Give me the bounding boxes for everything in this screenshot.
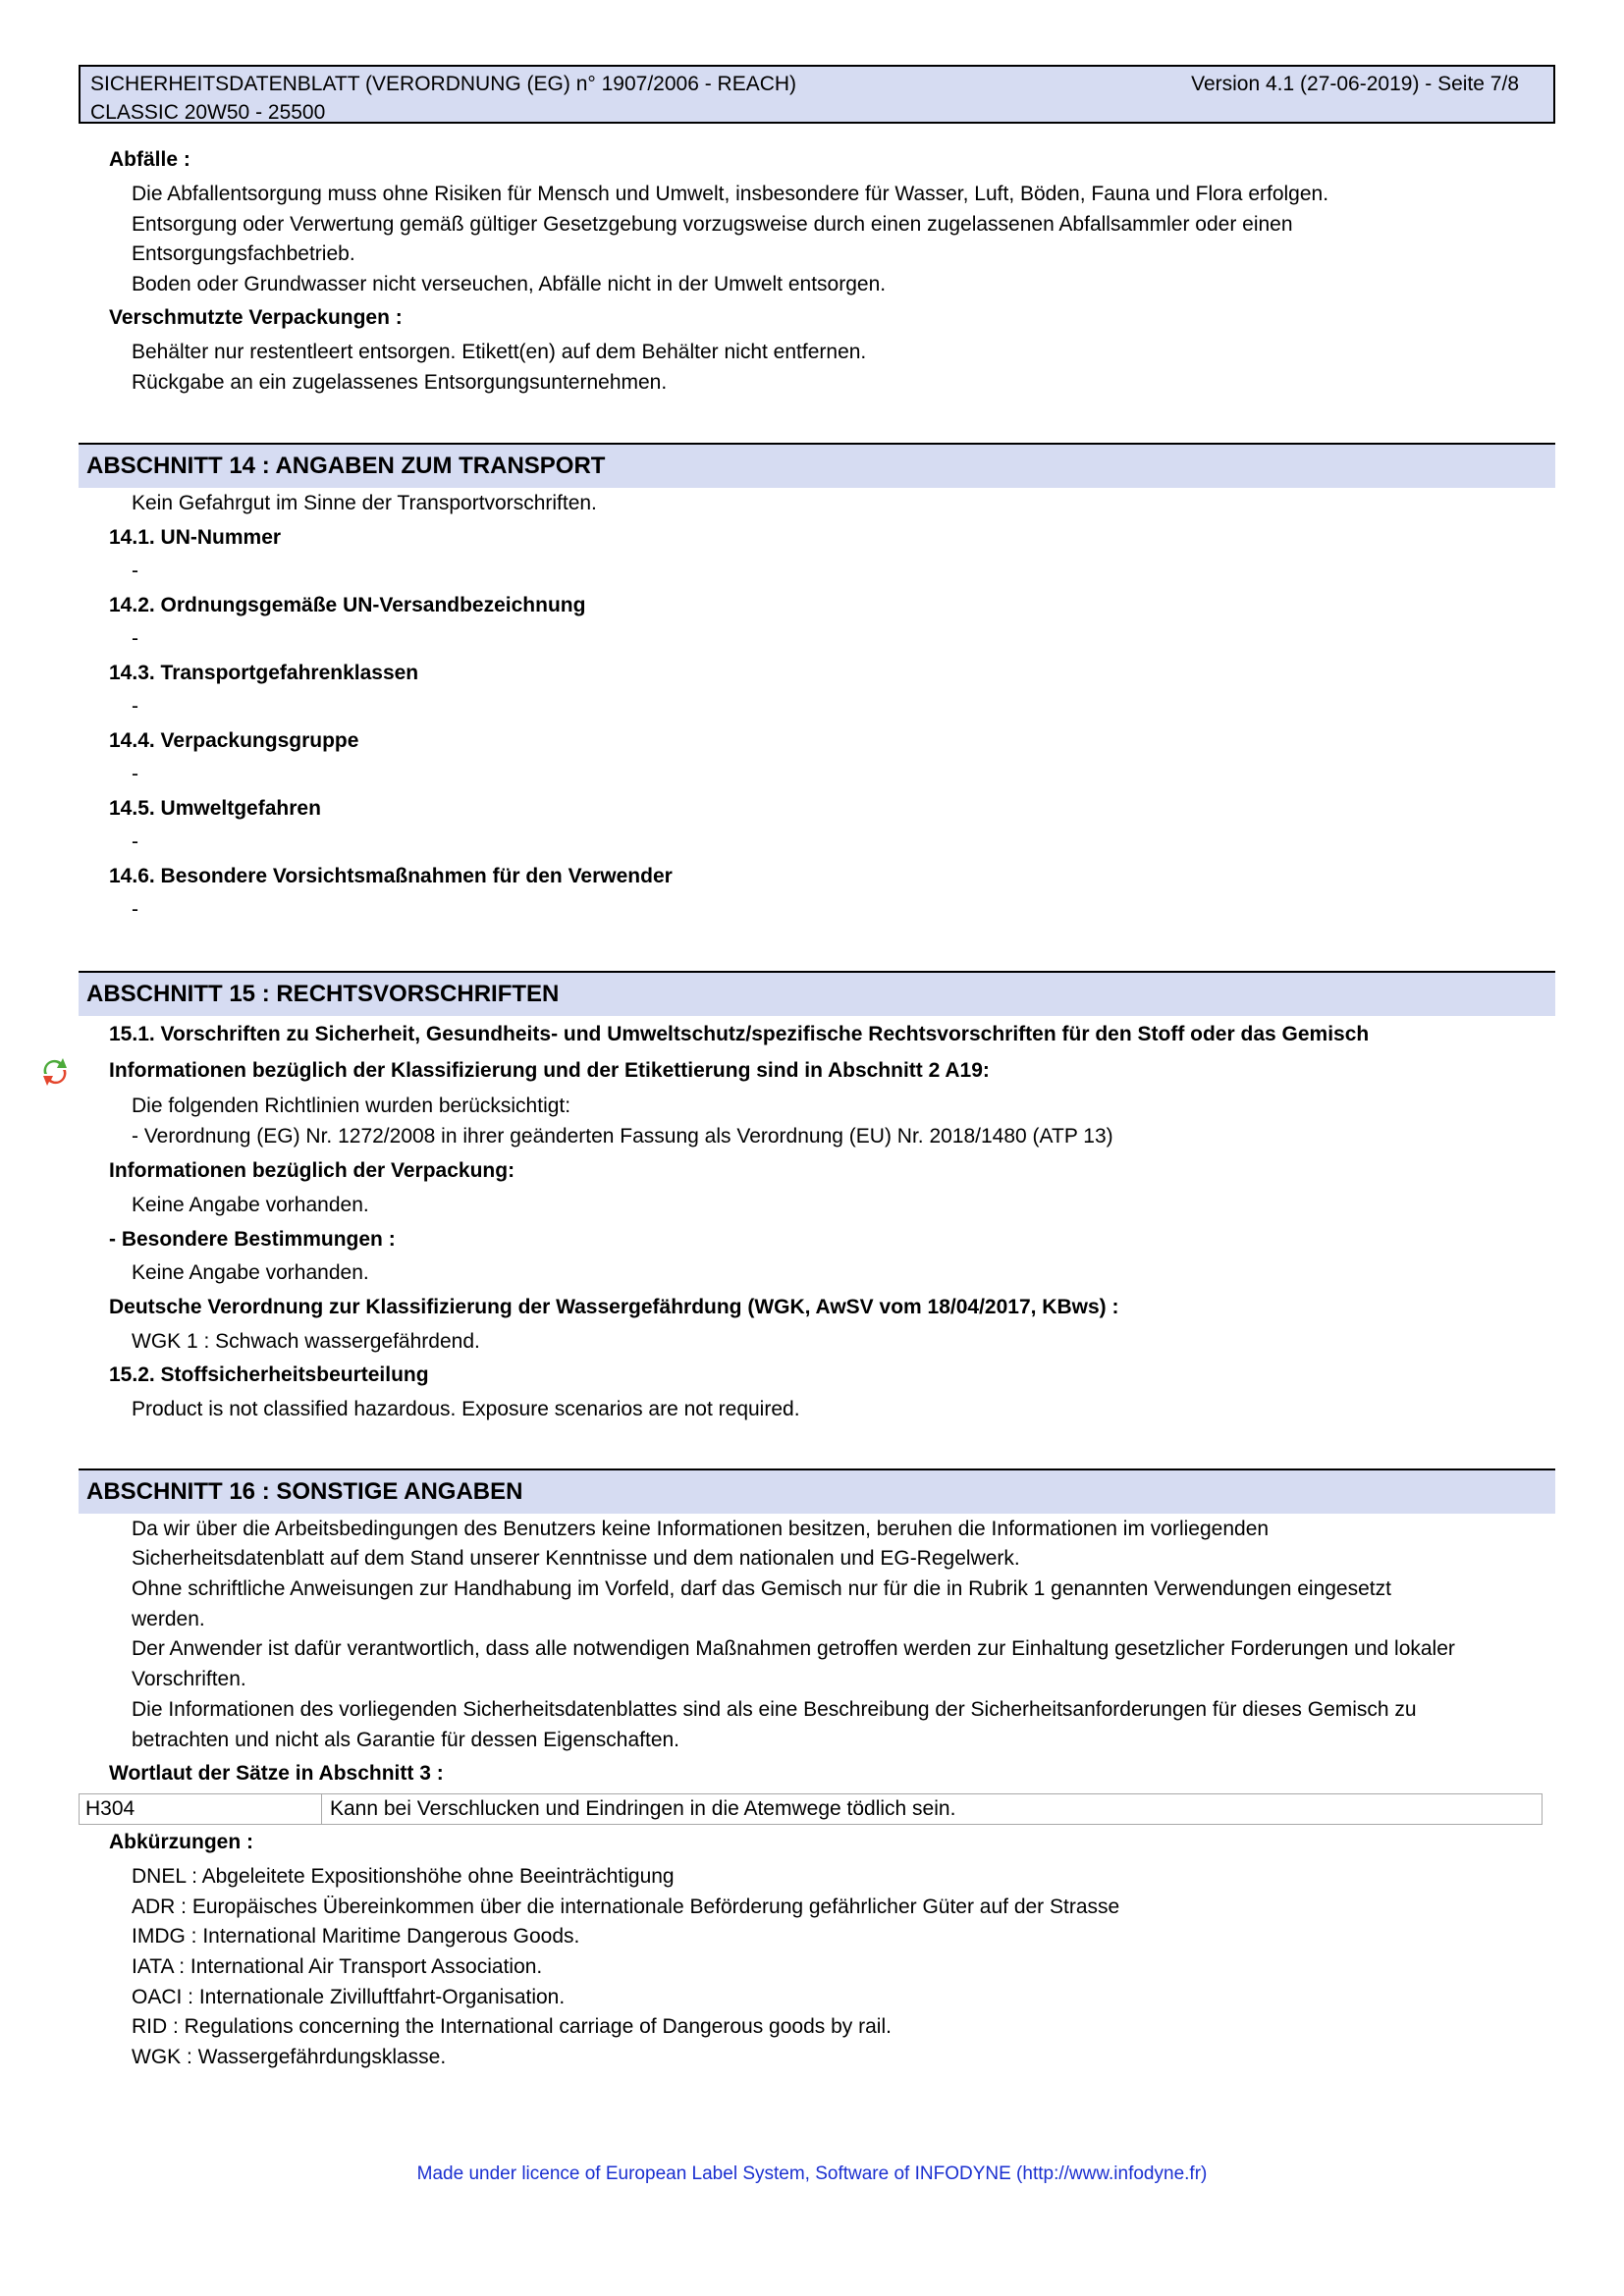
packaging-heading: Verschmutzte Verpackungen : [109, 306, 403, 329]
version-page: Version 4.1 (27-06-2019) - Seite 7/8 [1191, 73, 1519, 95]
other-info-line: betrachten und nicht als Garantie für dessen Eigenschaften. [132, 1729, 680, 1751]
section-14-title: ABSCHNITT 14 : ANGABEN ZUM TRANSPORT [79, 443, 1555, 488]
other-info-line: Der Anwender ist dafür verantwortlich, dass alle notwendigen Maßnahmen getroffen werden zur Einhaltung gesetzlicher Forderungen und lokaler [132, 1637, 1455, 1660]
transport-item-heading: 14.5. Umweltgefahren [109, 797, 321, 820]
transport-item-value: - [132, 898, 138, 921]
document-title: SICHERHEITSDATENBLATT (VERORDNUNG (EG) n° 1907/2006 - REACH) [90, 73, 797, 95]
waste-line: Entsorgungsfachbetrieb. [132, 242, 355, 265]
abbreviation-item: DNEL : Abgeleitete Expositionshöhe ohne Beeinträchtigung [132, 1865, 675, 1888]
transport-item-value: - [132, 763, 138, 785]
special-provisions-heading: - Besondere Bestimmungen : [109, 1228, 396, 1251]
regulation-subheading: 15.1. Vorschriften zu Sicherheit, Gesundheits- und Umweltschutz/spezifische Rechtsvorschriften für den Stoff oder das Gemisch [109, 1023, 1370, 1045]
classification-line: - Verordnung (EG) Nr. 1272/2008 in ihrer geänderten Fassung als Verordnung (EU) Nr. 2018/1480 (ATP 13) [132, 1125, 1113, 1148]
other-info-line: Sicherheitsdatenblatt auf dem Stand unserer Kenntnisse und dem nationalen und EG-Regelwerk. [132, 1547, 1020, 1570]
abbreviation-item: OACI : Internationale Zivilluftfahrt-Organisation. [132, 1986, 566, 2008]
abbreviation-item: IMDG : International Maritime Dangerous Goods. [132, 1925, 580, 1948]
waste-line: Die Abfallentsorgung muss ohne Risiken für Mensch und Umwelt, insbesondere für Wasser, Luft, Böden, Fauna und Flora erfolgen. [132, 183, 1329, 205]
other-info-line: Da wir über die Arbeitsbedingungen des Benutzers keine Informationen besitzen, beruhen die Informationen im vorliegenden [132, 1518, 1270, 1540]
phrases-heading: Wortlaut der Sätze in Abschnitt 3 : [109, 1762, 444, 1785]
product-name: CLASSIC 20W50 - 25500 [90, 101, 326, 124]
refresh-icon [37, 1054, 73, 1090]
abbreviation-item: WGK : Wassergefährdungsklasse. [132, 2046, 447, 2068]
abbreviation-item: RID : Regulations concerning the International carriage of Dangerous goods by rail. [132, 2015, 892, 2038]
transport-item-heading: 14.3. Transportgefahrenklassen [109, 662, 419, 684]
classification-heading: Informationen bezüglich der Klassifizierung und der Etikettierung sind in Abschnitt 2 A19: [109, 1059, 990, 1082]
transport-intro: Kein Gefahrgut im Sinne der Transportvorschriften. [132, 492, 597, 514]
waste-line: Boden oder Grundwasser nicht verseuchen, Abfälle nicht in der Umwelt entsorgen. [132, 273, 887, 295]
other-info-line: Die Informationen des vorliegenden Sicherheitsdatenblattes sind als eine Beschreibung der Sicherheitsanforderungen für dieses Gemisch zu [132, 1698, 1417, 1721]
abbreviation-item: ADR : Europäisches Übereinkommen über die internationale Beförderung gefährlicher Güter auf der Strasse [132, 1896, 1120, 1918]
section-16-title: ABSCHNITT 16 : SONSTIGE ANGABEN [79, 1468, 1555, 1514]
transport-item-value: - [132, 627, 138, 650]
classification-line: Die folgenden Richtlinien wurden berücksichtigt: [132, 1095, 571, 1117]
transport-item-heading: 14.4. Verpackungsgruppe [109, 729, 359, 752]
other-info-line: werden. [132, 1608, 205, 1630]
transport-item-value: - [132, 560, 138, 582]
hazard-phrase-row [79, 1793, 1543, 1825]
special-provisions-value: Keine Angabe vorhanden. [132, 1261, 369, 1284]
abbreviation-item: IATA : International Air Transport Association. [132, 1955, 543, 1978]
waste-heading: Abfälle : [109, 148, 190, 171]
document-header [79, 65, 1555, 124]
wgk-value: WGK 1 : Schwach wassergefährdend. [132, 1330, 480, 1353]
other-info-line: Ohne schriftliche Anweisungen zur Handhabung im Vorfeld, darf das Gemisch nur für die in Rubrik 1 genannten Verwendungen eingesetzt [132, 1577, 1391, 1600]
wgk-heading: Deutsche Verordnung zur Klassifizierung der Wassergefährdung (WGK, AwSV vom 18/04/2017, KBws) : [109, 1296, 1119, 1318]
packaging-info-heading: Informationen bezüglich der Verpackung: [109, 1159, 515, 1182]
transport-item-value: - [132, 830, 138, 853]
transport-item-heading: 14.6. Besondere Vorsichtsmaßnahmen für den Verwender [109, 865, 673, 887]
abbreviations-heading: Abkürzungen : [109, 1831, 253, 1853]
footer-licence: Made under licence of European Label System, Software of INFODYNE (http://www.infodyne.fr) [416, 2163, 1208, 2184]
hazard-code: H304 [80, 1794, 322, 1824]
transport-item-value: - [132, 695, 138, 718]
packaging-line: Rückgabe an ein zugelassenes Entsorgungsunternehmen. [132, 371, 668, 394]
section-15-title: ABSCHNITT 15 : RECHTSVORSCHRIFTEN [79, 971, 1555, 1016]
packaging-info-value: Keine Angabe vorhanden. [132, 1194, 369, 1216]
safety-assessment-heading: 15.2. Stoffsicherheitsbeurteilung [109, 1363, 429, 1386]
hazard-text: Kann bei Verschlucken und Eindringen in die Atemwege tödlich sein. [330, 1797, 956, 1820]
safety-assessment-value: Product is not classified hazardous. Exposure scenarios are not required. [132, 1398, 800, 1420]
other-info-line: Vorschriften. [132, 1668, 246, 1690]
transport-item-heading: 14.1. UN-Nummer [109, 526, 282, 549]
packaging-line: Behälter nur restentleert entsorgen. Etikett(en) auf dem Behälter nicht entfernen. [132, 341, 867, 363]
transport-item-heading: 14.2. Ordnungsgemäße UN-Versandbezeichnung [109, 594, 586, 616]
waste-line: Entsorgung oder Verwertung gemäß gültiger Gesetzgebung vorzugsweise durch einen zugelassenen Abfallsammler oder einen [132, 213, 1293, 236]
